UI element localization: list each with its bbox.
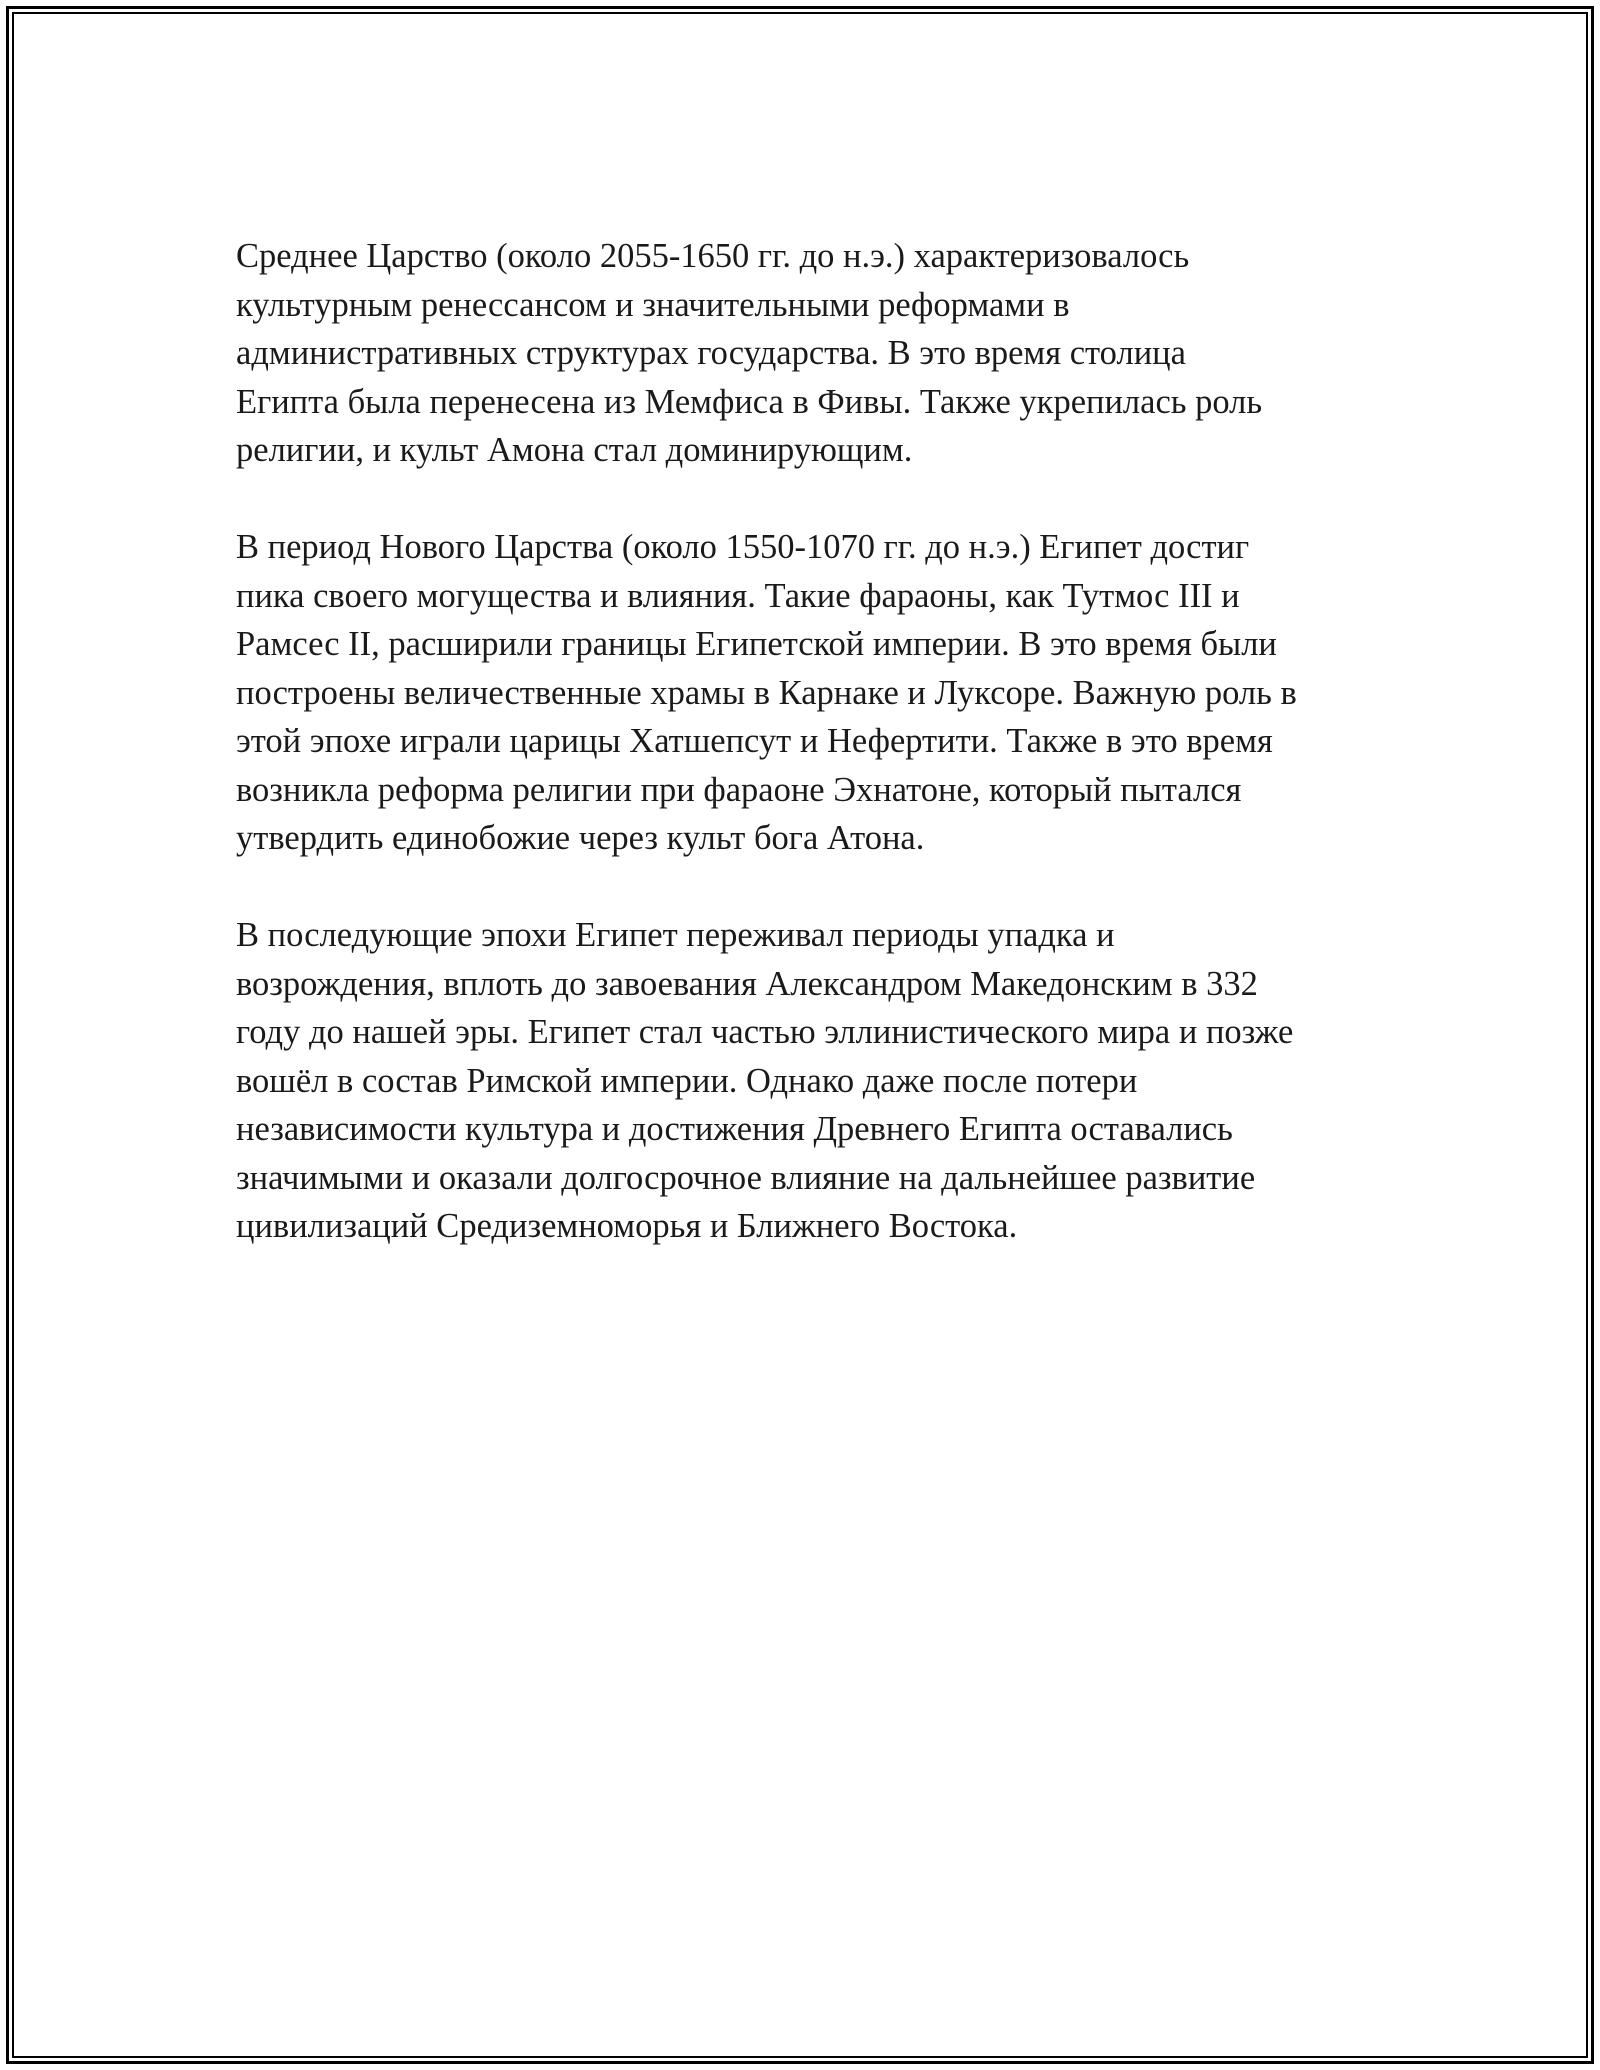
text-line: В период Нового Царства (около 1550-1070 гг. до н.э.) Египет достиг — [236, 528, 1250, 566]
text-line: возрождения, вплоть до завоевания Александром Македонским в 332 — [236, 964, 1258, 1003]
text-line: Рамсес II, расширили границы Египетской империи. В это время были — [236, 625, 1277, 663]
text-line: культурным ренессансом и значительными реформами в — [236, 285, 1070, 324]
text-line: утвердить единобожие через культ бога Атона. — [236, 819, 925, 857]
text-line: религии, и культ Амона стал доминирующим. — [236, 431, 913, 469]
text-line: вошёл в состав Римской империи. Однако даже после потери — [236, 1061, 1138, 1100]
text-line: независимости культура и достижения Древнего Египта оставались — [236, 1110, 1233, 1148]
paragraph-new-kingdom — [236, 523, 1396, 863]
text-line: году до нашей эры. Египет стал частью эллинистического мира и позже — [236, 1013, 1294, 1051]
text-line: значимыми и оказали долгосрочное влияние на дальнейшее развитие — [236, 1158, 1256, 1197]
text-line: возникла реформа религии при фараоне Эхнатоне, который пытался — [236, 770, 1242, 809]
text-line: этой эпохе играли царицы Хатшепсут и Нефертити. Также в это время — [236, 722, 1273, 760]
text-line: построены величественные храмы в Карнаке и Луксоре. Важную роль в — [236, 673, 1297, 712]
text-line: Среднее Царство (около 2055-1650 гг. до н.э.) характеризовалось — [236, 237, 1190, 275]
text-line: Египта была перенесена из Мемфиса в Фивы. Также укрепилась роль — [236, 382, 1263, 421]
text-line: пика своего могущества и влияния. Такие фараоны, как Тутмос III и — [236, 576, 1240, 615]
text-line: цивилизаций Средиземноморья и Ближнего Востока. — [236, 1207, 1018, 1245]
paragraph-later-eras — [236, 911, 1396, 1251]
text-line: В последующие эпохи Египет переживал периоды упадка и — [236, 916, 1115, 954]
paragraph-middle-kingdom — [236, 232, 1396, 475]
text-line: административных структурах государства. В это время столица — [236, 334, 1186, 372]
document-body — [236, 232, 1396, 1299]
